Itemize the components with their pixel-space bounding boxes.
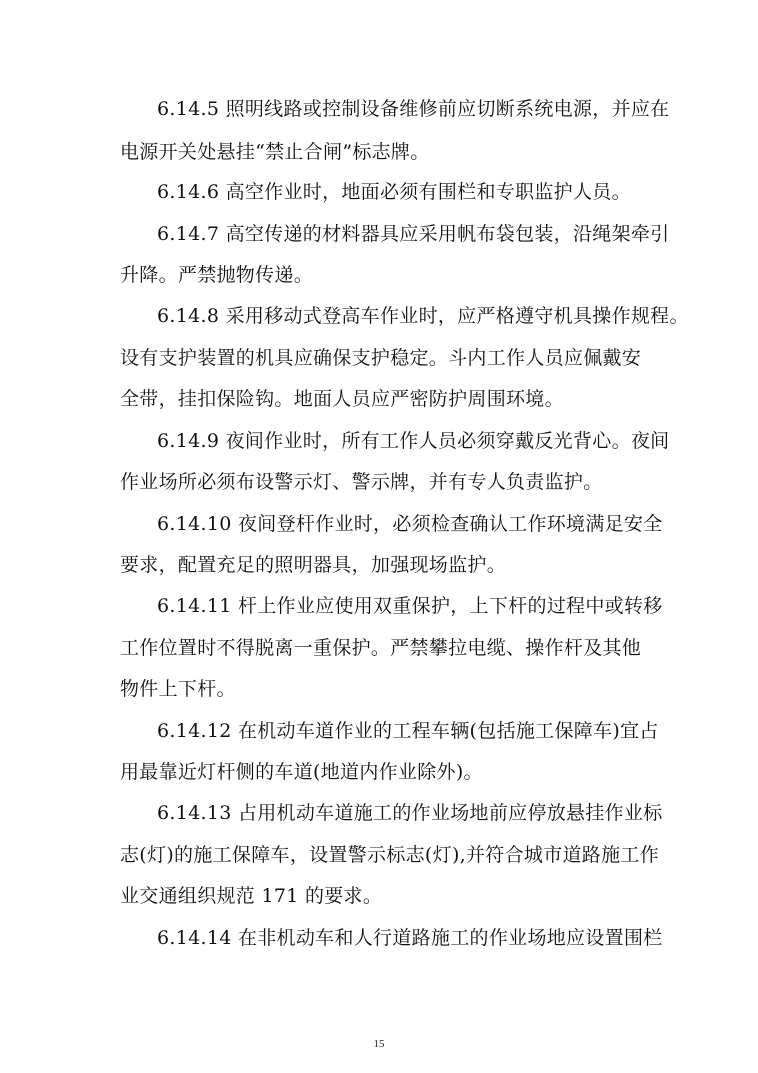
text-line: 6.14.9 夜间作业时，所有工作人员必须穿戴反光背心。夜间 [157,430,670,452]
text-line: 6.14.6 高空作业时，地面必须有围栏和专职监护人员。 [157,181,631,203]
text-line: 6.14.8 采用移动式登高车作业时，应严格遵守机具操作规程。 [157,305,689,327]
text-line: 6.14.10 夜间登杆作业时，必须检查确认工作环境满足安全 [157,513,663,535]
text-line: 用最靠近灯杆侧的车道(地道内作业除外)。 [120,761,483,783]
page-number: 15 [373,1038,385,1050]
text-line: 升降。严禁抛物传递。 [120,264,314,286]
text-line: 全带，挂扣保险钩。地面人员应严密防护周围环境。 [120,388,564,410]
text-line: 要求，配置充足的照明器具，加强现场监护。 [120,554,507,576]
text-line: 6.14.5 照明线路或控制设备维修前应切断系统电源，并应在 [157,98,670,120]
text-line: 物件上下杆。 [120,678,236,700]
text-line: 6.14.13 占用机动车道施工的作业场地前应停放悬挂作业标 [157,802,663,824]
text-line: 6.14.14 在非机动车和人行道路施工的作业场地应设置围栏 [157,927,663,949]
text-line: 业交通组织规范 171 的要求。 [120,885,383,907]
text-line: 志(灯)的施工保障车，设置警示标志(灯),并符合城市道路施工作 [120,844,659,866]
text-line: 设有支护装置的机具应确保支护稳定。斗内工作人员应佩戴安 [120,347,642,369]
text-line: 工作位置时不得脱离一重保护。严禁攀拉电缆、操作杆及其他 [120,637,642,659]
text-line: 作业场所必须布设警示灯、警示牌，并有专人负责监护。 [120,471,603,493]
text-line: 电源开关处悬挂“禁止合闸”标志牌。 [120,141,430,163]
text-line: 6.14.12 在机动车道作业的工程车辆(包括施工保障车)宜占 [157,720,659,742]
text-line: 6.14.7 高空传递的材料器具应采用帆布袋包装，沿绳架牵引 [157,223,670,245]
text-line: 6.14.11 杆上作业应使用双重保护，上下杆的过程中或转移 [157,595,663,617]
